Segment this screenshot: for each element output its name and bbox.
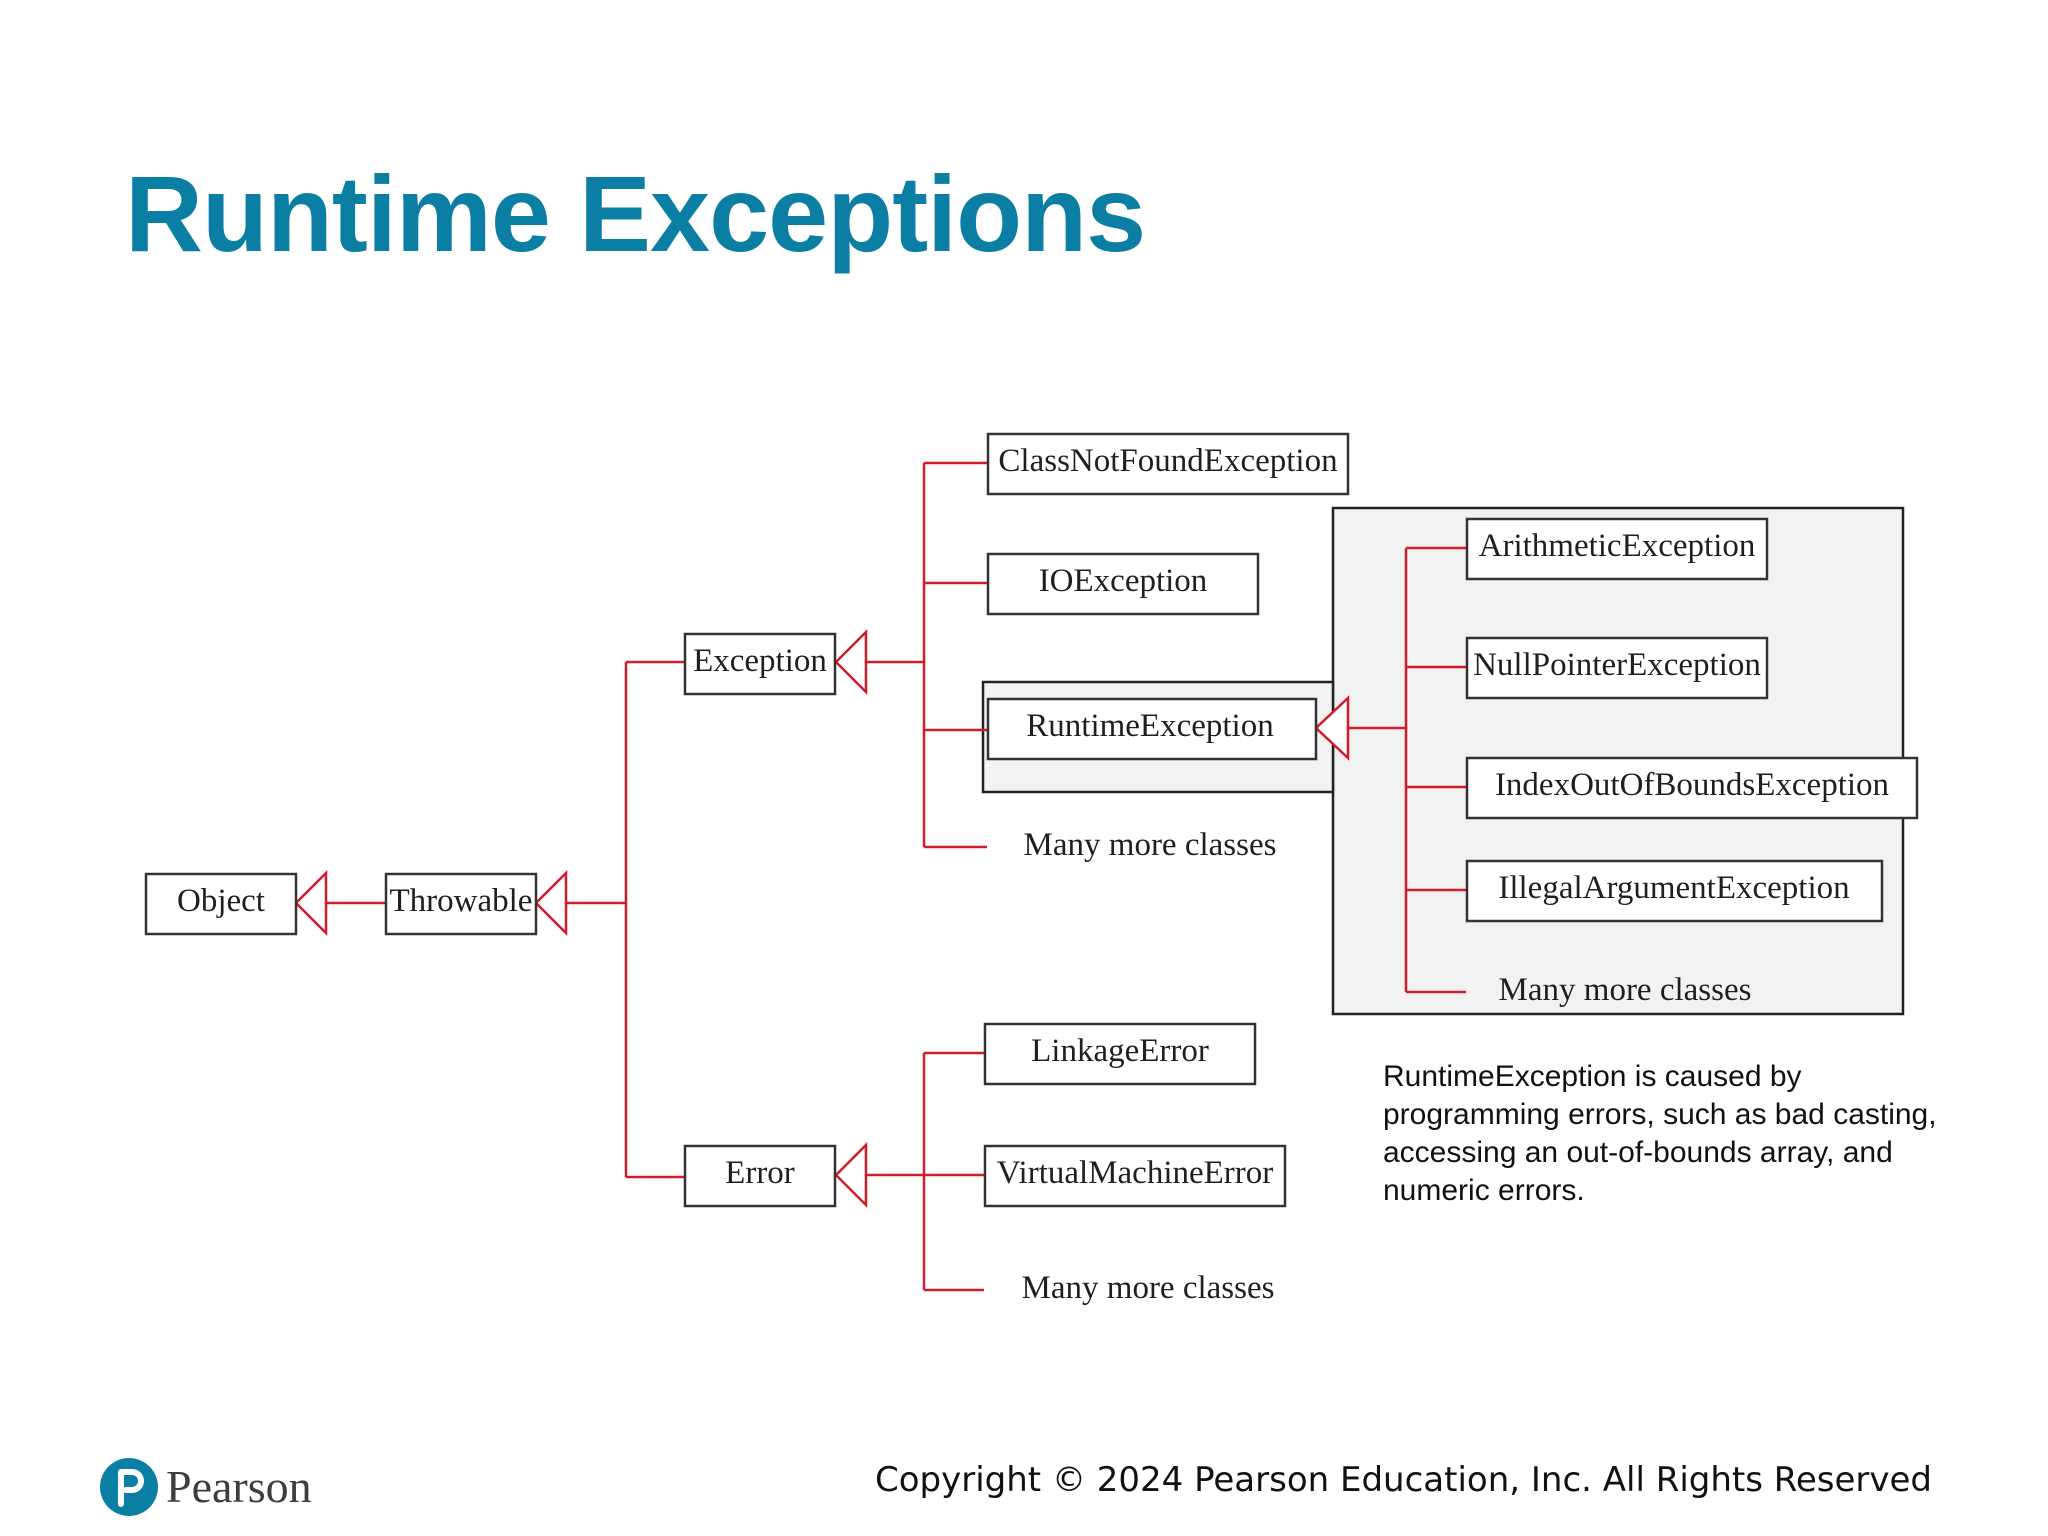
error-label: Error: [725, 1155, 795, 1191]
arrowhead-error: [836, 1145, 866, 1205]
arithmetic-label: ArithmeticException: [1478, 528, 1756, 564]
runtime-exception-label: RuntimeException: [1026, 708, 1274, 744]
error-more-label: Many more classes: [1021, 1270, 1275, 1306]
arrowhead-throwable: [536, 873, 566, 933]
index-out-of-bounds-label: IndexOutOfBoundsException: [1494, 767, 1890, 803]
exception-more-label: Many more classes: [1023, 827, 1277, 863]
runtime-exception-note: RuntimeException is caused by programming errors, such as bad casting, accessing an out-of-bounds array, and numeric errors.: [1383, 1060, 1937, 1207]
copyright-notice: Copyright © 2024 Pearson Education, Inc. All Rights Reserved: [875, 1460, 1933, 1500]
linkage-label: LinkageError: [1031, 1033, 1209, 1069]
null-pointer-label: NullPointerException: [1473, 647, 1761, 683]
arrowhead-object: [296, 873, 326, 933]
pearson-logo-text: Pearson: [166, 1461, 312, 1512]
pearson-p-icon: [98, 1456, 160, 1518]
illegal-argument-label: IllegalArgumentException: [1498, 870, 1850, 906]
exception-label: Exception: [693, 643, 827, 679]
slide-title: Runtime Exceptions: [125, 153, 1146, 274]
runtime-more-label: Many more classes: [1498, 972, 1752, 1008]
object-label: Object: [177, 883, 265, 919]
throwable-label: Throwable: [389, 883, 533, 919]
class-not-found-label: ClassNotFoundException: [998, 443, 1338, 479]
pearson-logo: [98, 1452, 338, 1522]
virtual-machine-label: VirtualMachineError: [996, 1155, 1274, 1191]
io-exception-label: IOException: [1038, 563, 1208, 599]
arrowhead-exception: [836, 632, 866, 692]
